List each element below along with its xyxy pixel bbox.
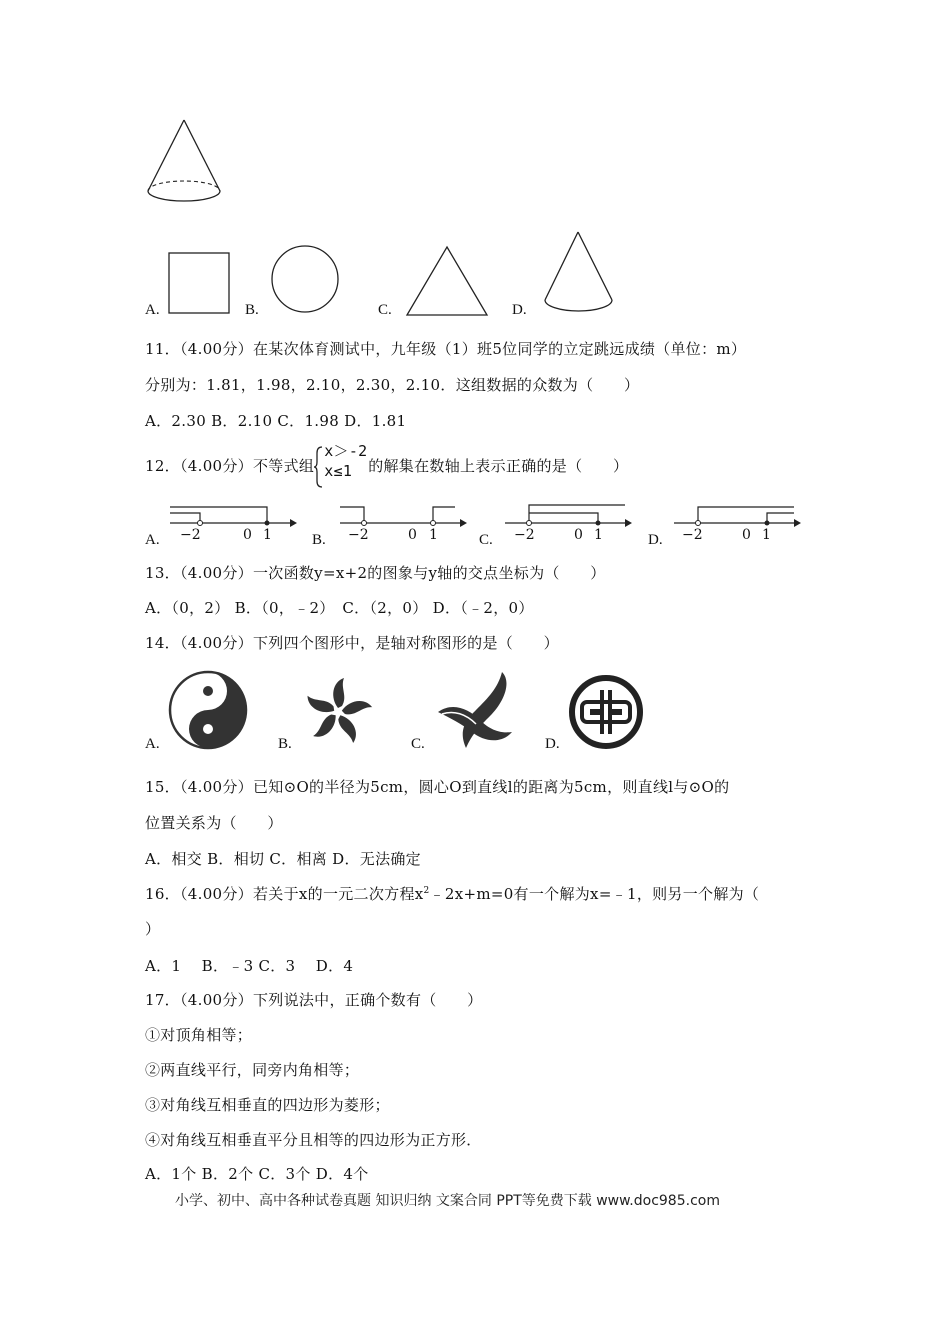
q11-stem-line1: 11．（4.00分）在某次体育测试中，九年级（1）班5位同学的立定跳远成绩（单位：m） (145, 340, 747, 358)
q12-option-c-label: C. (479, 532, 493, 548)
q12-option-d-label: D. (648, 532, 663, 548)
q17-options: A．1个 B．2个 C．3个 D．4个 (145, 1165, 369, 1183)
q12-a-tick-0: 0 (243, 527, 252, 543)
q15-stem-line2: 位置关系为（ ） (145, 814, 283, 832)
brace-icon (314, 446, 324, 488)
page-footer: 小学、初中、高中各种试卷真题 知识归纳 文案合同 PPT等免费下载 www.doc985.com (175, 1193, 720, 1209)
q12-c-tick-1: 1 (594, 527, 603, 543)
q12-option-a-label: A. (145, 532, 160, 548)
square-figure (168, 252, 230, 314)
q12-b-tick-0: 0 (408, 527, 417, 543)
q14-option-a-label: A. (145, 736, 160, 752)
q15-options: A．相交 B．相切 C．相离 D．无法确定 (145, 850, 421, 868)
q12-option-b-label: B. (312, 532, 326, 548)
q12-a-tick-minus2: −2 (180, 527, 201, 543)
bauhinia-flower-icon (298, 672, 378, 752)
q12-d-tick-0: 0 (742, 527, 751, 543)
bank-logo-icon (566, 672, 646, 752)
q12-b-tick-1: 1 (429, 527, 438, 543)
q15-stem-line1: 15．（4.00分）已知⊙O的半径为5cm，圆心O到直线l的距离为5cm，则直线l与⊙O的 (145, 778, 730, 796)
triangle-figure (405, 245, 489, 317)
q11-stem-line2: 分别为：1.81，1.98，2.10，2.30，2.10．这组数据的众数为（ ） (145, 376, 640, 394)
q16-stem-line2: ） (145, 920, 161, 938)
inequality-system (314, 442, 368, 488)
q16-exponent: 2 (423, 886, 430, 896)
cone-outline-figure (540, 230, 620, 316)
q12-stem (145, 442, 629, 488)
yin-yang-icon (168, 670, 248, 750)
q14-option-b-label: B. (278, 736, 292, 752)
q16-stem-line1 (145, 883, 759, 904)
q17-item-1: ①对顶角相等； (145, 1026, 253, 1044)
q12-a-tick-1: 1 (263, 527, 272, 543)
q12-suffix: 的解集在数轴上表示正确的是（ ） (368, 457, 629, 475)
q17-item-3: ③对角线互相垂直的四边形为菱形； (145, 1096, 390, 1114)
q12-inequality-2: x≤1 (324, 462, 353, 480)
q12-d-tick-1: 1 (762, 527, 771, 543)
q12-c-tick-0: 0 (574, 527, 583, 543)
q17-item-2: ②两直线平行，同旁内角相等； (145, 1061, 360, 1079)
q10-option-b-label: B. (245, 302, 259, 318)
q12-inequality-1: x＞-2 (324, 442, 368, 460)
q17-item-4: ④对角线互相垂直平分且相等的四边形为正方形． (145, 1131, 482, 1149)
cone-figure (140, 115, 230, 210)
q14-option-c-label: C. (411, 736, 425, 752)
q10-option-c-label: C. (378, 302, 392, 318)
swoosh-logo-icon (432, 668, 522, 753)
q12-c-tick-minus2: −2 (514, 527, 535, 543)
q10-option-a-label: A. (145, 302, 160, 318)
q17-stem: 17．（4.00分）下列说法中，正确个数有（ ） (145, 991, 483, 1009)
q13-stem: 13．（4.00分）一次函数y=x+2的图象与y轴的交点坐标为（ ） (145, 564, 606, 582)
q13-options: A．（0，2） B．（0，﹣2） C．（2，0） D．（﹣2，0） (145, 599, 534, 617)
q16-stem-part1: 16．（4.00分）若关于x的一元二次方程x (145, 885, 424, 903)
q10-option-d-label: D. (512, 302, 527, 318)
q11-options: A．2.30 B．2.10 C．1.98 D．1.81 (145, 412, 407, 430)
q12-prefix: 12．（4.00分）不等式组 (145, 457, 315, 475)
circle-figure (270, 244, 340, 314)
q12-b-tick-minus2: −2 (348, 527, 369, 543)
q16-options: A．1 B．﹣3 C．3 D．4 (145, 957, 354, 975)
q14-stem: 14．（4.00分）下列四个图形中，是轴对称图形的是（ ） (145, 634, 559, 652)
q16-stem-part2: ﹣2x+m=0有一个解为x=﹣1，则另一个解为（ (429, 885, 760, 903)
q12-d-tick-minus2: −2 (682, 527, 703, 543)
q14-option-d-label: D. (545, 736, 560, 752)
